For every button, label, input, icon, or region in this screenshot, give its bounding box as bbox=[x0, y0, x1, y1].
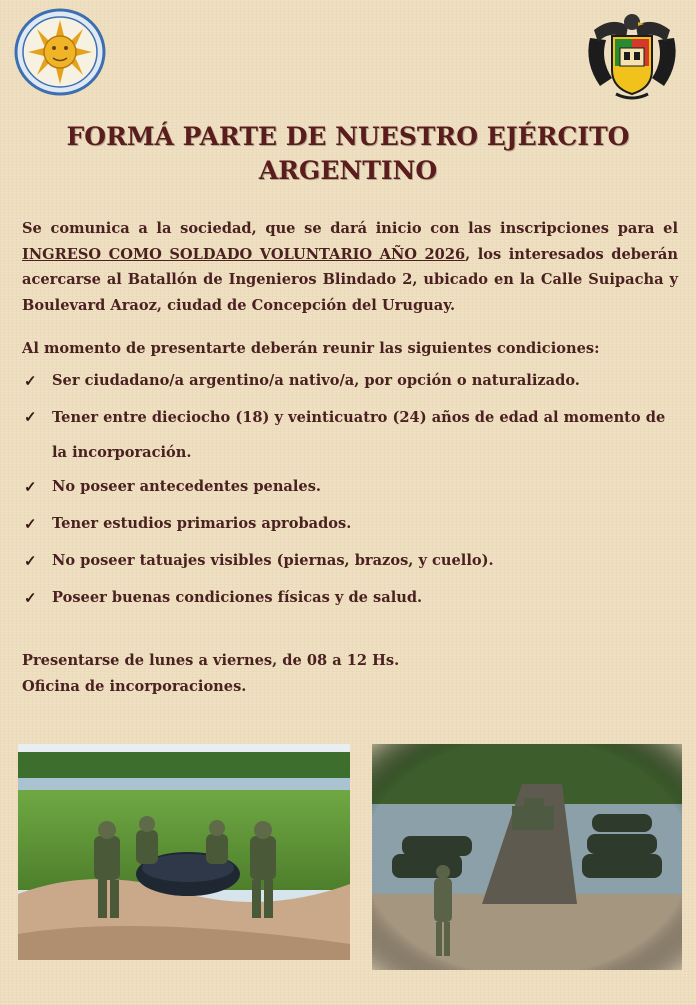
condition-item bbox=[22, 550, 682, 572]
check-icon: ✓ bbox=[24, 552, 37, 570]
pontoon-bridge-photo bbox=[372, 744, 682, 970]
page-title bbox=[40, 120, 656, 188]
intro-text-1: Se comunica a la sociedad, que se dará inicio con las inscripciones para el bbox=[22, 220, 678, 237]
conditions-list bbox=[22, 370, 682, 609]
condition-item bbox=[22, 370, 682, 392]
eagle-shield-emblem-icon bbox=[582, 8, 682, 106]
sun-emblem-icon bbox=[14, 8, 106, 96]
check-icon: ✓ bbox=[24, 589, 37, 607]
schedule-text: Presentarse de lunes a viernes, de 08 a 12 Hs. bbox=[22, 652, 400, 669]
intro-highlight: INGRESO COMO SOLDADO VOLUNTARIO AÑO 2026 bbox=[22, 245, 466, 263]
conditions-heading: Al momento de presentarte deberán reunir las siguientes condiciones: bbox=[22, 340, 600, 357]
condition-text: Tener estudios primarios aprobados. bbox=[52, 515, 352, 532]
soldiers-boat-photo bbox=[18, 744, 350, 960]
condition-item bbox=[22, 587, 682, 609]
condition-item bbox=[22, 400, 682, 470]
condition-text: Ser ciudadano/a argentino/a nativo/a, por opción o naturalizado. bbox=[52, 372, 580, 389]
office-text: Oficina de incorporaciones. bbox=[22, 678, 247, 695]
condition-text: Tener entre dieciocho (18) y veinticuatro (24) años de edad al momento de la incorporación. bbox=[52, 409, 666, 461]
closing-info bbox=[22, 648, 622, 700]
condition-text: No poseer tatuajes visibles (piernas, brazos, y cuello). bbox=[52, 552, 494, 569]
intro-paragraph bbox=[22, 216, 678, 318]
check-icon: ✓ bbox=[24, 515, 37, 533]
condition-text: Poseer buenas condiciones físicas y de salud. bbox=[52, 589, 423, 606]
condition-item bbox=[22, 513, 682, 535]
check-icon: ✓ bbox=[24, 478, 37, 496]
condition-text: No poseer antecedentes penales. bbox=[52, 478, 322, 495]
title-line-1: FORMÁ PARTE DE NUESTRO EJÉRCITO bbox=[66, 122, 630, 151]
condition-item bbox=[22, 476, 682, 498]
check-icon: ✓ bbox=[24, 408, 37, 426]
title-line-2: ARGENTINO bbox=[258, 156, 438, 185]
intro-text-2: , los interesados deberán acercarse al Batallón de Ingenieros Blindado 2, ubicado en la Calle Suipacha y Boulevard Araoz, ciudad de Concepción del Uruguay. bbox=[22, 245, 678, 314]
check-icon: ✓ bbox=[24, 372, 37, 390]
